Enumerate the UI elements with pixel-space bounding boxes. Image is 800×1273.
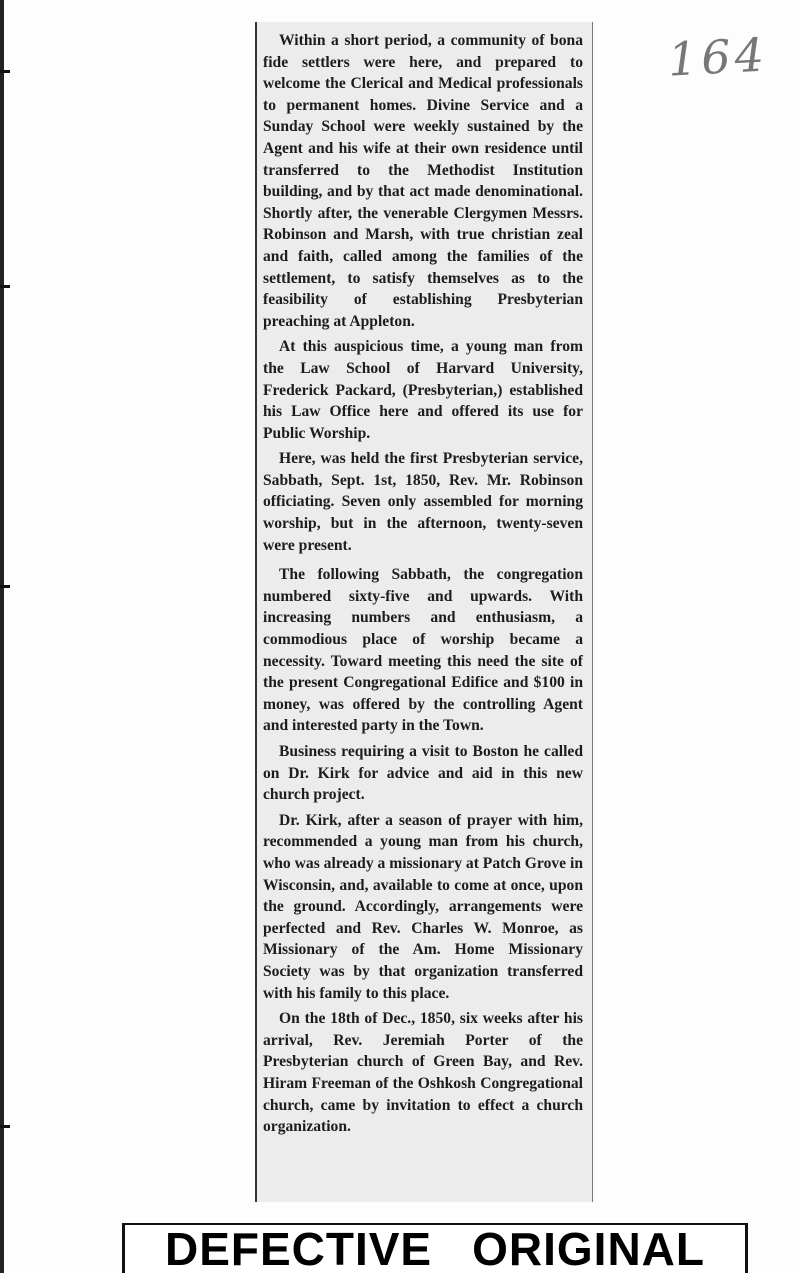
defective-original-banner: [122, 1223, 748, 1273]
clipping-paragraph: Business requiring a visit to Boston he called on Dr. Kirk for advice and aid in this new church project.: [263, 743, 583, 804]
clipping-paragraph: The following Sabbath, the congregation numbered sixty-five and upwards. With increasing numbers and enthusiasm, a commodious place of worship became a necessity. Toward meeting this need the site of the present Congregational Edifice and $100 in money, was offered by the controlling Agent and interested party in the Town.: [263, 566, 583, 735]
newspaper-clipping: [255, 22, 593, 1202]
banner-word-defective: DEFECTIVE: [164, 1223, 433, 1273]
clipping-paragraph: Within a short period, a community of bona fide settlers were here, and prepared to welcome the Clerical and Medical professionals to permanent homes. Divine Service and a Sunday School were weekly sustained by the Agent and his wife at their own residence until transferred to the Methodist Institution building, and by that act made denominational. Shortly after, the venerable Clergymen Messrs. Robinson and Marsh, with true christian zeal and faith, called among the families of the settlement, to satisfy themselves as to the feasibility of establishing Presbyterian preaching at Appleton.: [263, 32, 583, 330]
clipping-text: [263, 30, 583, 1142]
clipping-paragraph: Here, was held the first Presbyterian service, Sabbath, Sept. 1st, 1850, Rev. Mr. Robinson officiating. Seven only assembled for morning worship, but in the afternoon, twenty-seven were present.: [263, 450, 583, 554]
scan-edge-mark: [0, 285, 10, 288]
scan-left-edge: [0, 0, 4, 1273]
scan-edge-mark: [0, 70, 10, 73]
page-number-handwritten: 164: [666, 27, 770, 87]
clipping-paragraph: On the 18th of Dec., 1850, six weeks after his arrival, Rev. Jeremiah Porter of the Presbyterian church of Green Bay, and Rev. Hiram Freeman of the Oshkosh Congregational church, came by invitation to effect a church organization.: [263, 1010, 583, 1136]
scan-edge-mark: [0, 1125, 10, 1128]
clipping-paragraph: At this auspicious time, a young man from the Law School of Harvard University, Frederick Packard, (Presbyterian,) established his Law Office here and offered its use for Public Worship.: [263, 338, 583, 442]
banner-word-original: ORIGINAL: [472, 1223, 706, 1273]
scan-edge-mark: [0, 585, 10, 588]
clipping-paragraph: Dr. Kirk, after a season of prayer with him, recommended a young man from his church, who was already a missionary at Patch Grove in Wisconsin, and, available to come at once, upon the ground. Accordingly, arrangements were perfected and Rev. Charles W. Monroe, as Missionary of the Am. Home Missionary Society was by that organization transferred with his family to this place.: [263, 811, 583, 1002]
